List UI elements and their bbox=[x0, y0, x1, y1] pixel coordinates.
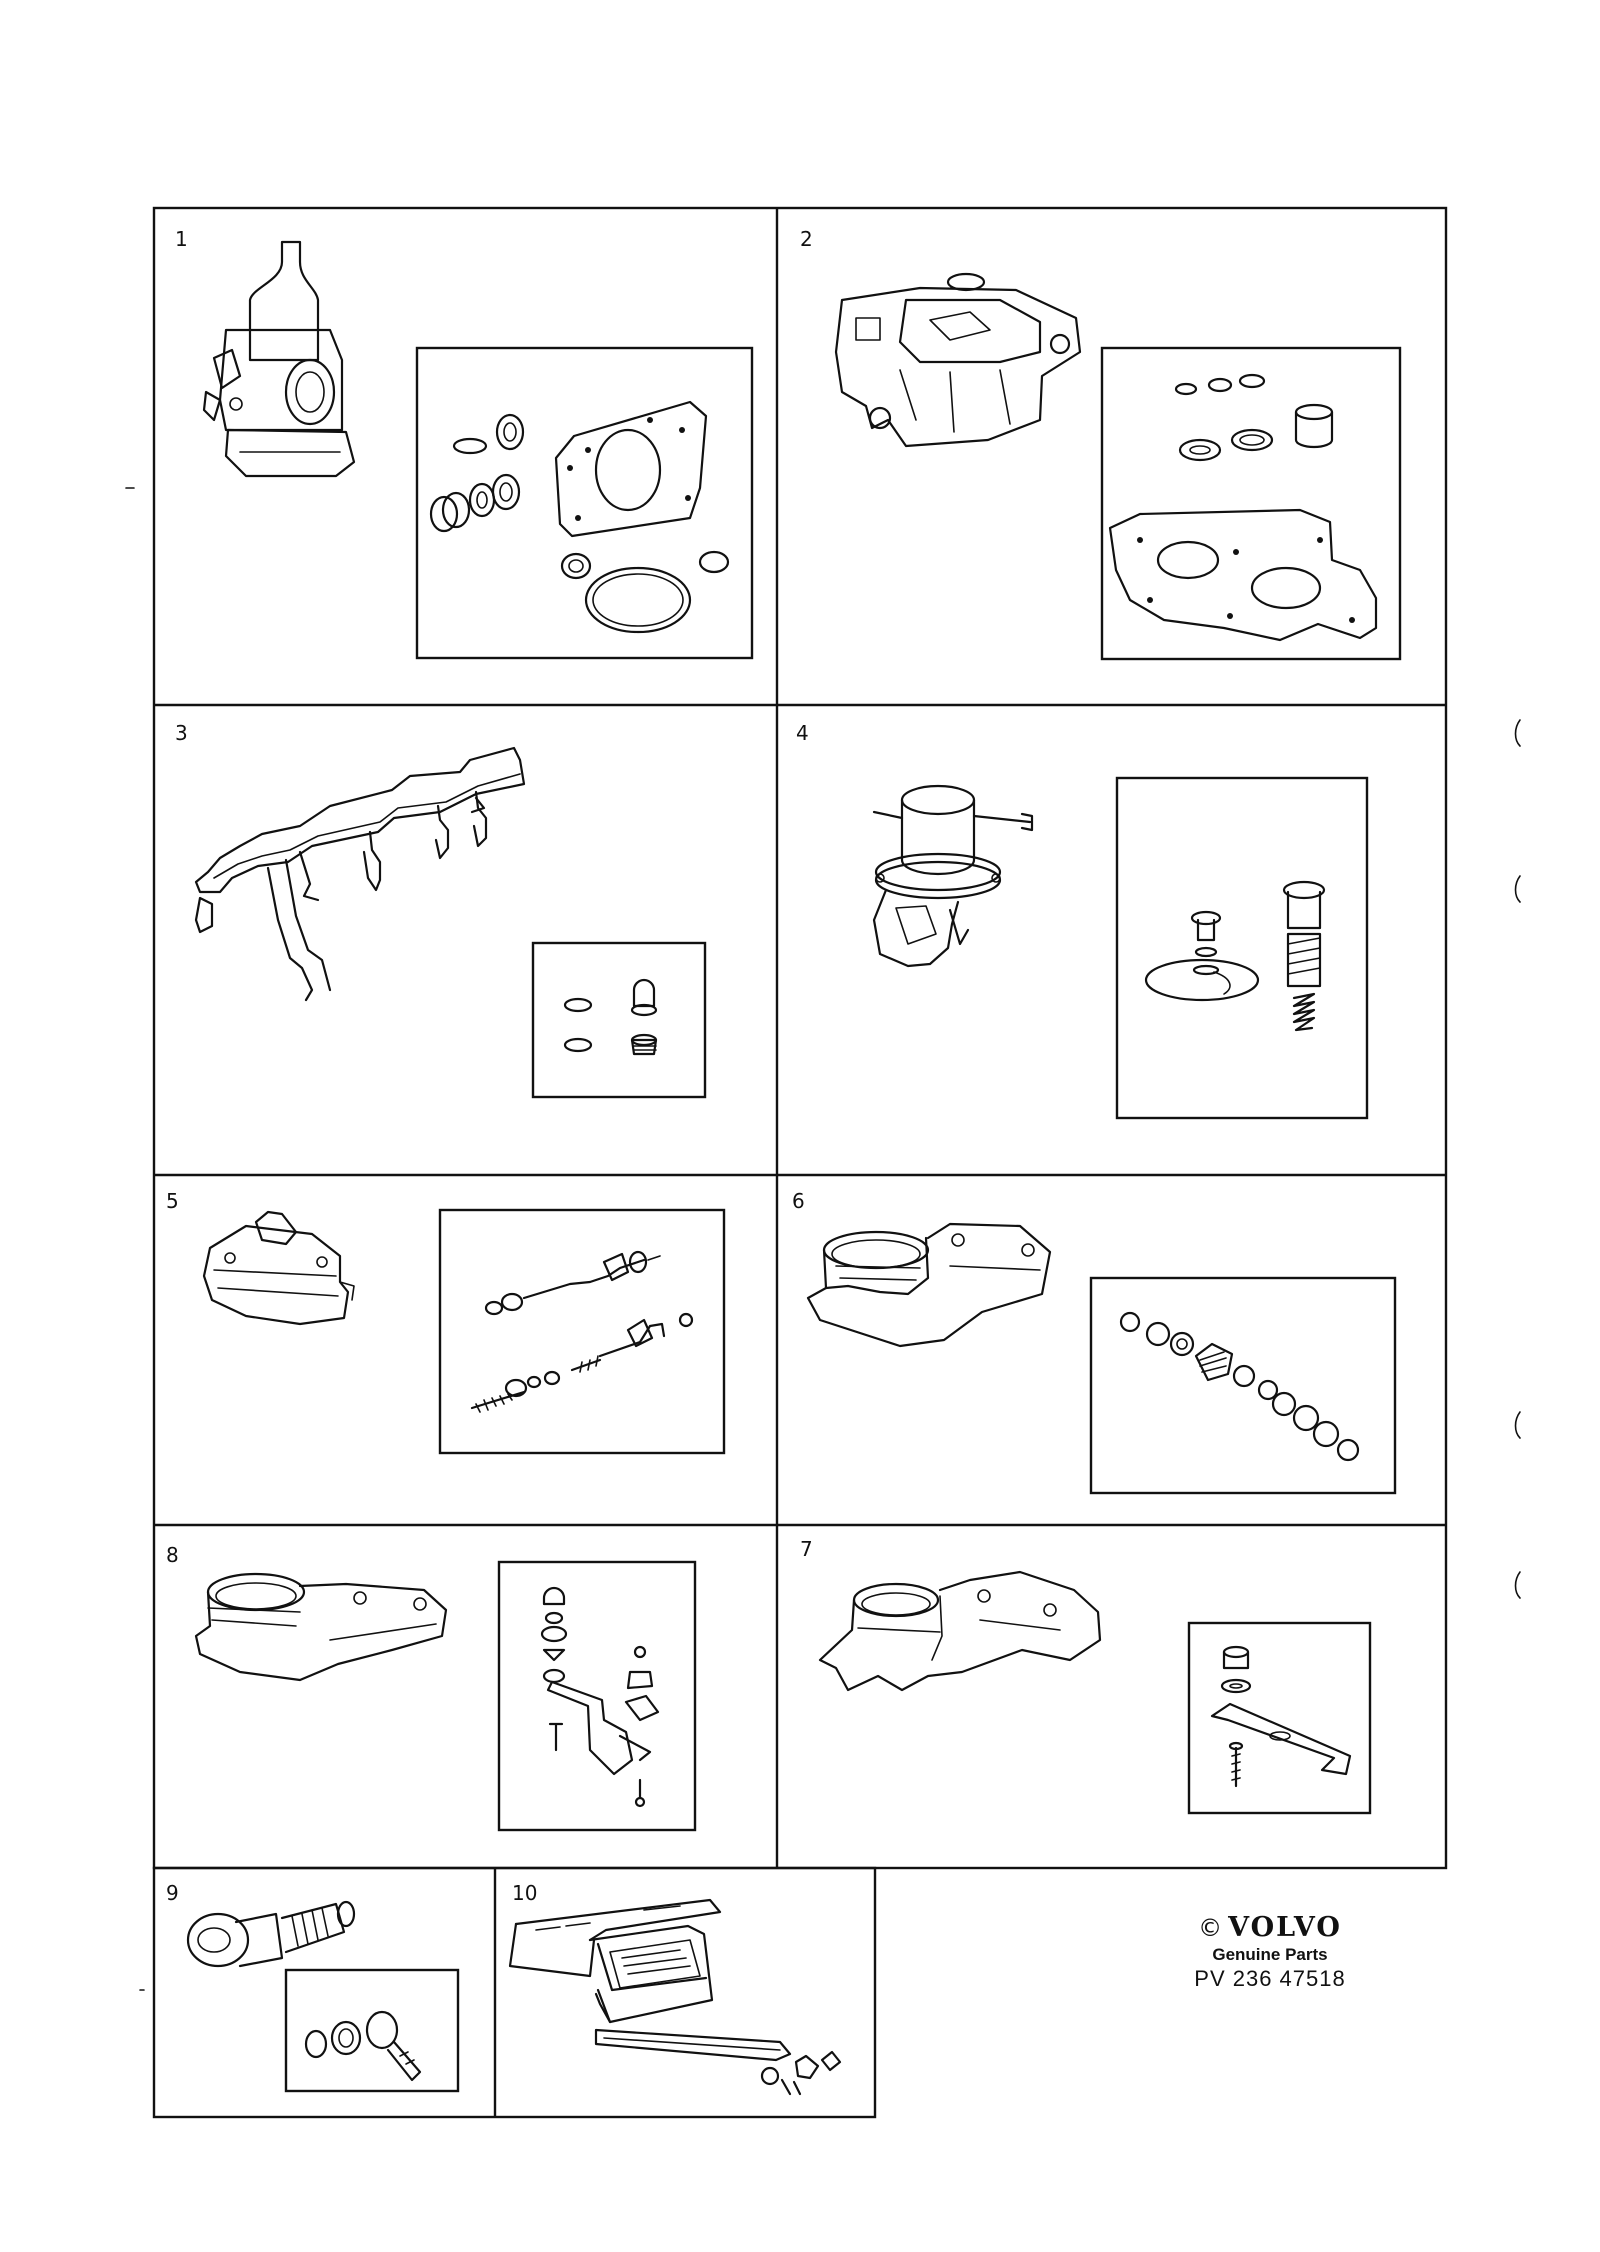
panel-1-number: 1 bbox=[175, 227, 188, 251]
panel-9-number: 9 bbox=[166, 1881, 179, 1905]
panel-10-service-kit-illustration bbox=[510, 1900, 840, 2094]
volvo-genuine-parts-logo bbox=[1170, 1912, 1370, 1992]
panel-7-bracket-kit-box bbox=[1189, 1623, 1370, 1813]
panel-6-number: 6 bbox=[792, 1189, 805, 1213]
panel-2-gasket-kit-box bbox=[1102, 348, 1400, 659]
panel-10-number: 10 bbox=[512, 1881, 538, 1905]
panel-3-fuel-rail-illustration bbox=[196, 748, 524, 1000]
part-number-label: PV 236 47518 bbox=[1194, 1966, 1346, 1991]
panel-7-throttle-housing-illustration bbox=[820, 1572, 1100, 1690]
panel-1-carburettor-illustration bbox=[204, 242, 354, 476]
panel-2-carburettor-illustration bbox=[836, 274, 1080, 446]
panel-9-seal-kit-box bbox=[286, 1970, 458, 2091]
panel-8-linkage-kit-box bbox=[499, 1562, 695, 1830]
panel-7-number: 7 bbox=[800, 1537, 813, 1561]
panel-4-number: 4 bbox=[796, 721, 809, 745]
panel-4-repair-kit-box bbox=[1117, 778, 1367, 1118]
panel-6-seal-kit-box bbox=[1091, 1278, 1395, 1493]
panel-4-fuel-pump-illustration bbox=[874, 786, 1032, 966]
panel-9-idle-valve-illustration bbox=[188, 1902, 354, 1966]
copyright-symbol: © bbox=[1198, 1914, 1223, 1942]
panel-3-number: 3 bbox=[175, 721, 188, 745]
genuine-parts-label: Genuine Parts bbox=[1212, 1945, 1328, 1964]
panel-5-fuel-distributor-illustration bbox=[204, 1212, 354, 1324]
panel-6-throttle-housing-illustration bbox=[808, 1224, 1050, 1346]
panel-1-gasket-kit-box bbox=[417, 348, 752, 658]
panel-8-throttle-housing-illustration bbox=[196, 1574, 446, 1680]
panel-8-number: 8 bbox=[166, 1543, 179, 1567]
volvo-brand-line bbox=[1170, 1912, 1370, 1943]
panel-3-seal-kit-box bbox=[533, 943, 705, 1097]
panel-5-repair-kit-box bbox=[440, 1210, 724, 1453]
panel-5-number: 5 bbox=[166, 1189, 179, 1213]
panel-2-number: 2 bbox=[800, 227, 813, 251]
panel-grid bbox=[154, 208, 1446, 2117]
scan-marks bbox=[126, 488, 1520, 1990]
volvo-brand-name: VOLVO bbox=[1228, 1912, 1342, 1943]
